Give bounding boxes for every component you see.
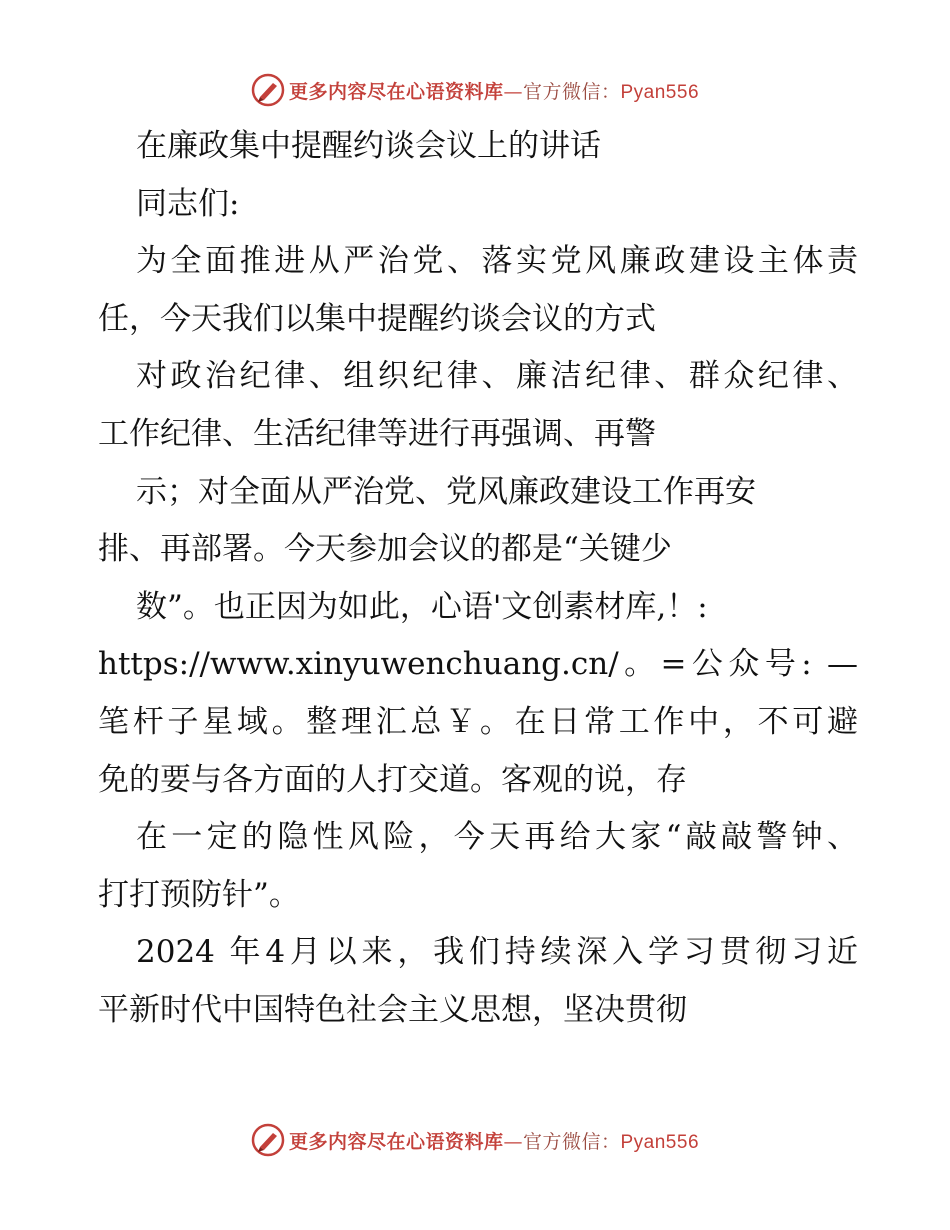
doc-line: 任，今天我们以集中提醒约谈会议的方式 <box>98 300 656 337</box>
doc-line: 平新时代中国特色社会主义思想，坚决贯彻 <box>98 991 687 1028</box>
doc-line: 打打预防针”。 <box>98 876 300 913</box>
banner-wechat-id: Pyan556 <box>620 81 700 103</box>
header-banner <box>0 70 950 110</box>
banner-wechat-label: 官方微信： <box>522 80 621 103</box>
doc-line: 免的要与各方面的人打交道。客观的说，存 <box>98 761 687 798</box>
banner-wechat-label: 官方微信： <box>522 1130 621 1153</box>
banner-text <box>289 1127 699 1154</box>
banner-dash: — <box>503 1130 523 1153</box>
banner-site-text: 更多内容尽在心语资料库 <box>288 1130 504 1153</box>
doc-line: 数”。也正因为如此，心语'文创素材库,！: <box>136 588 708 625</box>
doc-line: 为全面推进从严治党、落实党风廉政建设主体责 <box>136 243 858 280</box>
banner-dash: — <box>503 80 523 103</box>
doc-line: 排、再部署。今天参加会议的都是“关键少 <box>98 531 672 568</box>
document-body <box>98 118 858 1040</box>
doc-line: https://www.xinyuwenchuang.cn/。=公众号: — <box>98 646 858 683</box>
banner-site-text: 更多内容尽在心语资料库 <box>288 80 504 103</box>
doc-line: 同志们: <box>136 185 240 222</box>
pen-logo-icon <box>251 73 285 107</box>
banner-text <box>289 77 699 104</box>
doc-line: 对政治纪律、组织纪律、廉洁纪律、群众纪律、 <box>136 358 858 395</box>
doc-line: 工作纪律、生活纪律等进行再强调、再警 <box>98 415 656 452</box>
doc-line: 2024 年4月以来，我们持续深入学习贯彻习近 <box>136 934 858 971</box>
doc-line: 在廉政集中提醒约谈会议上的讲话 <box>136 128 601 164</box>
doc-line: 在一定的隐性风险，今天再给大家“敲敲警钟、 <box>136 819 858 856</box>
doc-line: 示；对全面从严治党、党风廉政建设工作再安 <box>136 473 756 510</box>
pen-logo-icon <box>251 1123 285 1157</box>
doc-line: 笔杆子星域。整理汇总￥。在日常工作中，不可避 <box>98 703 858 740</box>
footer-banner <box>0 1120 950 1160</box>
banner-wechat-id: Pyan556 <box>620 1131 700 1153</box>
